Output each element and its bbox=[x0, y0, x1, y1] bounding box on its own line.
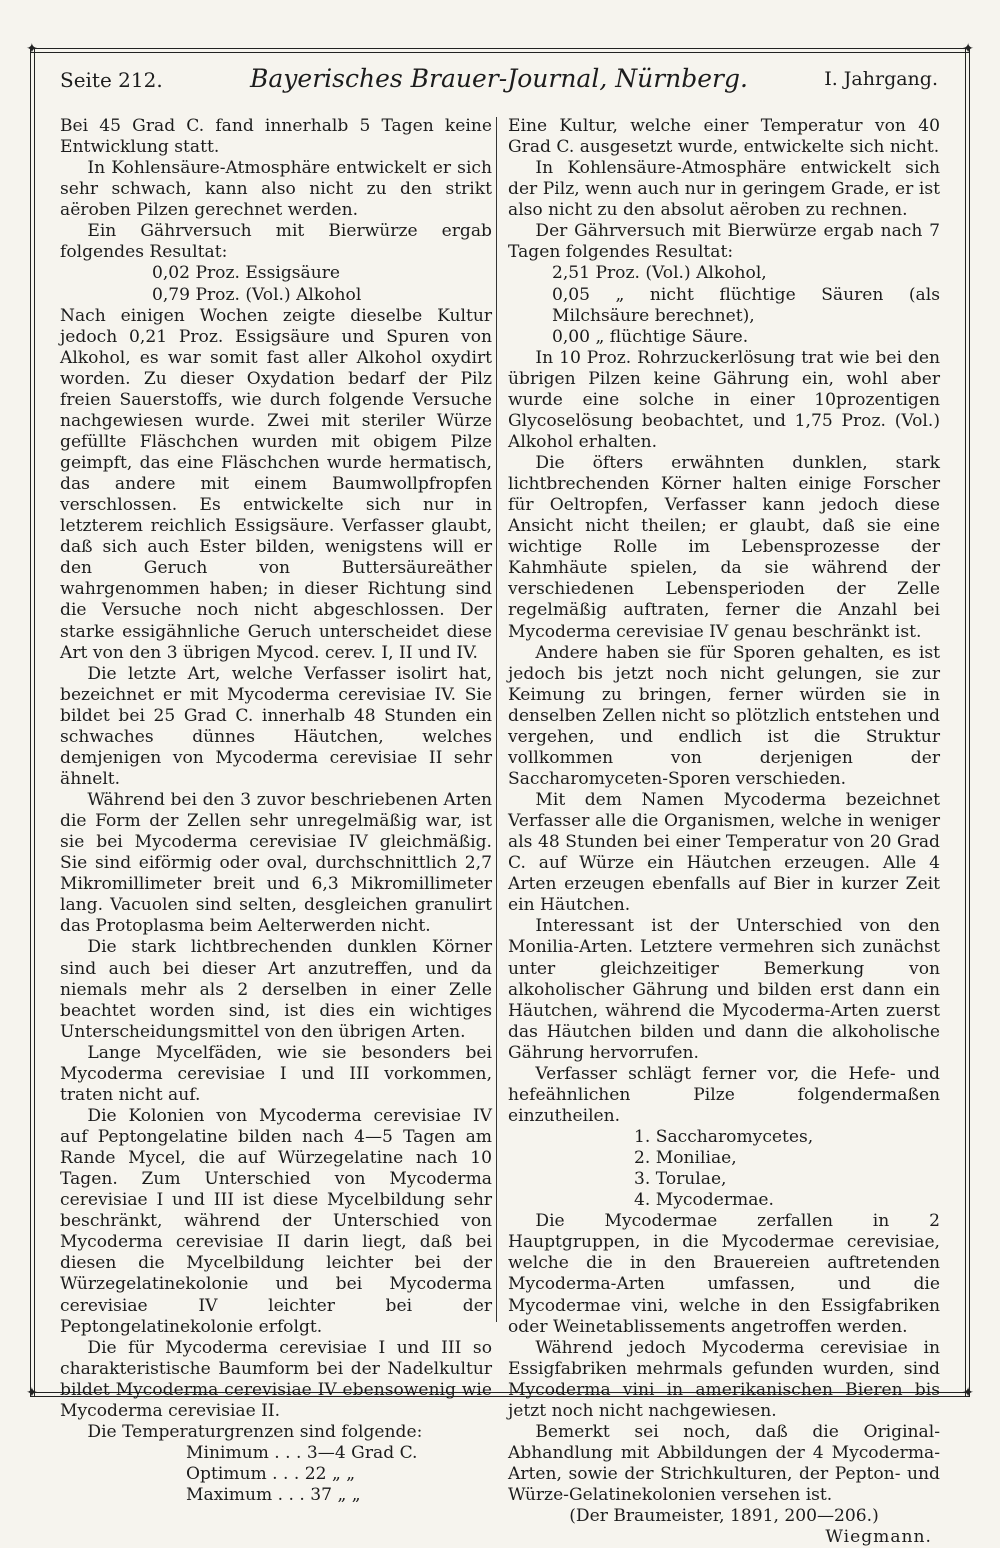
corner-ornament-icon: ✦ bbox=[26, 1385, 38, 1401]
frame-left-rule bbox=[30, 48, 35, 1396]
paragraph: Während jedoch Mycoderma cerevisiae in Essigfabriken mehrmals gefunden wurden, sind Mycoderma vini in amerikanischen Bieren bis jetzt noch nicht nachgewiesen. bbox=[508, 1337, 940, 1421]
list-item: 2. Moniliae, bbox=[634, 1148, 737, 1169]
corner-ornament-icon: ✦ bbox=[962, 41, 974, 57]
result-line: 0,79 Proz. (Vol.) Alkohol bbox=[152, 284, 362, 305]
list-item: 1. Saccharomycetes, bbox=[634, 1127, 814, 1147]
left-column bbox=[60, 116, 492, 1506]
list-item: 4. Mycodermae. bbox=[634, 1190, 774, 1211]
paragraph: Bemerkt sei noch, daß die Original-Abhandlung mit Abbildungen der 4 Mycoderma-Arten, sowie der Strichkulturen, der Pepton- und Würze-Gelatinekolonien versehen ist. bbox=[508, 1421, 940, 1506]
paragraph: Die letzte Art, welche Verfasser isolirt hat, bezeichnet er mit Mycoderma cerevisiae IV. Sie bildet bei 25 Grad C. innerhalb 48 Stunden ein schwaches dünnes Häutchen, welches demjenigen von Mycoderma cerevisiae II sehr ähnelt. bbox=[60, 663, 492, 789]
author-signature: Wiegmann. bbox=[825, 1527, 932, 1548]
page-header bbox=[60, 64, 938, 108]
paragraph: Der Gährversuch mit Bierwürze ergab nach 7 Tagen folgendes Resultat: bbox=[508, 221, 940, 263]
paragraph: In Kohlensäure-Atmosphäre entwickelt er sich sehr schwach, kann also nicht zu den strikt aëroben Pilzen gerechnet werden. bbox=[60, 158, 492, 221]
paragraph: Bei 45 Grad C. fand innerhalb 5 Tagen keine Entwicklung statt. bbox=[60, 116, 492, 158]
paragraph: Andere haben sie für Sporen gehalten, es ist jedoch bis jetzt noch nicht gelungen, sie zur Keimung zu bringen, ferner würden sie in denselben Zellen nicht so plötzlich entstehen und vergehen, und endlich ist die Struktur vollkommen von derjenigen der Saccharomyceten-Sporen verschieden. bbox=[508, 642, 940, 789]
result-line: 2,51 Proz. (Vol.) Alkohol, bbox=[552, 263, 767, 284]
temperature-row: Minimum . . . 3—4 Grad C. bbox=[186, 1442, 418, 1463]
journal-title: Bayerisches Brauer-Journal, Nürnberg. bbox=[250, 64, 748, 93]
paragraph: Ein Gährversuch mit Bierwürze ergab folgendes Resultat: bbox=[60, 221, 492, 263]
paragraph: Die öfters erwähnten dunklen, stark lichtbrechenden Körner halten einige Forscher für Oeltropfen, Verfasser kann jedoch diese Ansicht nicht theilen; er glaubt, daß sie eine wichtige Rolle im Lebensprozesse der Kahmhäute spielen, da sie während der verschiedenen Lebensperioden der Zelle regelmäßig auftraten, ferner die Anzahl bei Mycoderma cerevisiae IV genau beschränkt ist. bbox=[508, 453, 940, 642]
paragraph: Die Kolonien von Mycoderma cerevisiae IV auf Peptongelatine bilden nach 4—5 Tagen am Rande Mycel, die auf Würzegelatine nach 10 Tagen. Zum Unterschied von Mycoderma cerevisiae I und III ist diese Mycelbildung sehr beschränkt, während der Unterschied von Mycoderma cerevisiae II darin liegt, daß bei diesen die Mycelbildung leichter bei der Würzegelatinekolonie und bei Mycoderma cerevisiae IV leichter bei der Peptongelatinekolonie erfolgt. bbox=[60, 1105, 492, 1337]
list-item: 3. Torulae, bbox=[634, 1169, 727, 1190]
paragraph: Die stark lichtbrechenden dunklen Körner sind auch bei dieser Art anzutreffen, und da niemals mehr als 2 derselben in einer Zelle beachtet worden sind, ist dies ein wichtiges Unterscheidungsmittel von den übrigen Arten. bbox=[60, 937, 492, 1042]
result-line: 0,02 Proz. Essigsäure bbox=[152, 263, 341, 284]
page-number: Seite 212. bbox=[60, 68, 163, 92]
frame-right-rule bbox=[965, 48, 970, 1396]
paragraph: Die Temperaturgrenzen sind folgende: bbox=[87, 1421, 423, 1442]
paragraph: Eine Kultur, welche einer Temperatur von 40 Grad C. ausgesetzt wurde, entwickelte sich nicht. bbox=[508, 116, 940, 158]
paragraph: In 10 Proz. Rohrzuckerlösung trat wie bei den übrigen Pilzen keine Gährung ein, wohl aber wurde eine solche in einer 10prozentigen Glycoselösung beobachtet, und 1,75 Proz. (Vol.) Alkohol erhalten. bbox=[508, 347, 940, 452]
result-line: 0,05 „ nicht flüchtige Säuren (als Milchsäure berechnet), bbox=[552, 284, 940, 326]
column-divider bbox=[496, 117, 497, 1322]
volume-label: I. Jahrgang. bbox=[824, 68, 938, 90]
corner-ornament-icon: ✦ bbox=[26, 41, 38, 57]
paragraph: Nach einigen Wochen zeigte dieselbe Kultur jedoch 0,21 Proz. Essigsäure und Spuren von Alkohol, es war somit fast aller Alkohol oxydirt worden. Zu dieser Oxydation bedarf der Pilz freien Sauerstoffs, wie durch folgende Versuche nachgewiesen wurde. Zwei mit steriler Würze gefüllte Fläschchen wurden mit obigem Pilze geimpft, das eine Fläschchen wurde hermatisch, das andere mit einem Baumwollpfropfen verschlossen. Es entwickelte sich nur in letzterem reichlich Essigsäure. Verfasser glaubt, daß sich auch Ester bilden, wenigstens will er den Geruch von Buttersäureäther wahrgenommen haben; in dieser Richtung sind die Versuche noch nicht abgeschlossen. Der starke essigähnliche Geruch unterscheidet diese Art von den 3 übrigen Mycod. cerev. I, II und IV. bbox=[60, 305, 492, 663]
paragraph: Interessant ist der Unterschied von den Monilia-Arten. Letztere vermehren sich zunächst unter gleichzeitiger Bemerkung von alkoholischer Gährung und bilden erst dann ein Häutchen, während die Mycoderma-Arten zuerst das Häutchen bilden und dann die alkoholische Gährung hervorrufen. bbox=[508, 916, 940, 1063]
paragraph: Lange Mycelfäden, wie sie besonders bei Mycoderma cerevisiae I und III vorkommen, traten nicht auf. bbox=[60, 1042, 492, 1105]
frame-top-rule bbox=[30, 48, 970, 53]
right-column bbox=[508, 116, 940, 1548]
paragraph: Verfasser schlägt ferner vor, die Hefe- und hefeähnlichen Pilze folgendermaßen einzutheilen. bbox=[508, 1063, 940, 1126]
paragraph: In Kohlensäure-Atmosphäre entwickelt sich der Pilz, wenn auch nur in geringem Grade, er ist also nicht zu den absolut aëroben zu rechnen. bbox=[508, 158, 940, 221]
temperature-row: Maximum . . . 37 „ „ bbox=[186, 1485, 361, 1506]
temperature-row: Optimum . . . 22 „ „ bbox=[186, 1464, 356, 1484]
corner-ornament-icon: ✦ bbox=[962, 1385, 974, 1401]
paragraph: Die für Mycoderma cerevisiae I und III so charakteristische Baumform bei der Nadelkultur bildet Mycoderma cerevisiae IV ebensowenig wie Mycoderma cerevisiae II. bbox=[60, 1337, 492, 1421]
paragraph: Mit dem Namen Mycoderma bezeichnet Verfasser alle die Organismen, welche in weniger als 48 Stunden bei einer Temperatur von 20 Grad C. auf Würze ein Häutchen erzeugen. Alle 4 Arten erzeugen ebenfalls auf Bier in kurzer Zeit ein Häutchen. bbox=[508, 790, 940, 916]
paragraph: Während bei den 3 zuvor beschriebenen Arten die Form der Zellen sehr unregelmäßig war, ist sie bei Mycoderma cerevisiae IV gleichmäßig. Sie sind eiförmig oder oval, durchschnittlich 2,7 Mikromillimeter breit und 6,3 Mikromillimeter lang. Vacuolen sind selten, desgleichen granulirt das Protoplasma beim Aelterwerden nicht. bbox=[60, 790, 492, 937]
source-citation: (Der Braumeister, 1891, 200—206.) bbox=[569, 1506, 879, 1527]
result-line: 0,00 „ flüchtige Säure. bbox=[552, 326, 749, 347]
paragraph: Die Mycodermae zerfallen in 2 Hauptgruppen, in die Mycodermae cerevisiae, welche die in den Brauereien auftretenden Mycoderma-Arten umfassen, und die Mycodermae vini, welche in den Essigfabriken oder Weinetablissements angetroffen werden. bbox=[508, 1211, 940, 1337]
